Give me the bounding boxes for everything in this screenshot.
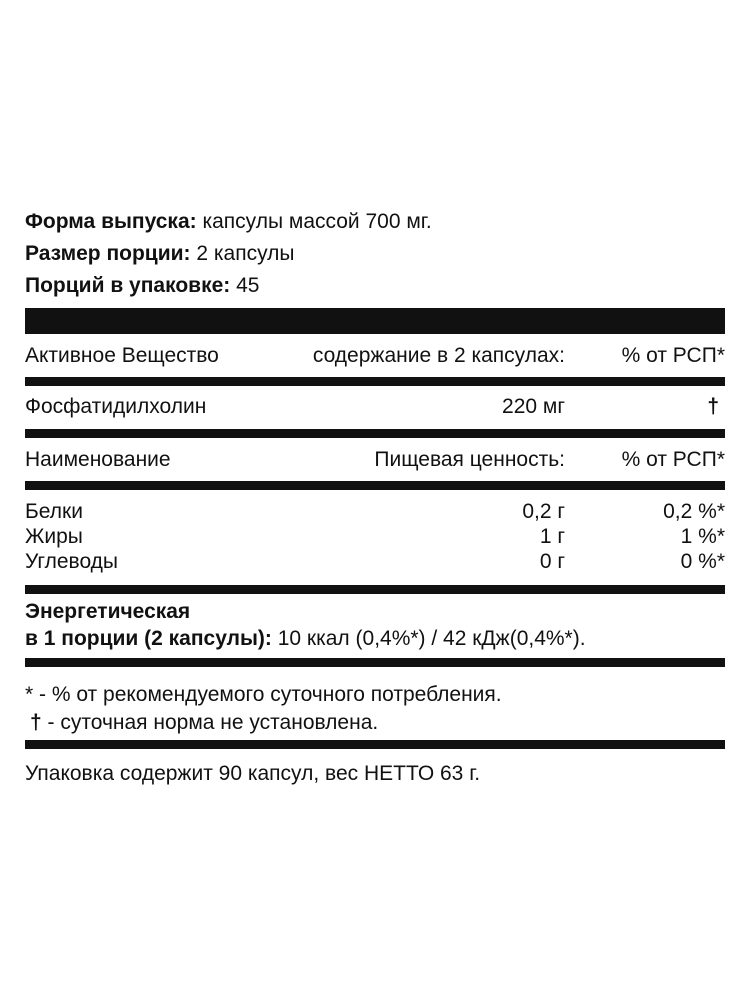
energy-line: [25, 626, 725, 652]
active-col-name: Активное Вещество: [25, 344, 219, 367]
nutrition-col-percent: % от РСП*: [621, 448, 725, 471]
table-row: [25, 549, 725, 575]
note-no-norm: [25, 710, 725, 736]
serving-size-line: [25, 241, 725, 267]
active-table-header: [25, 343, 725, 369]
nutrition-col-name: Наименование: [25, 448, 171, 471]
note-rdi: * - % от рекомендуемого суточного потребления.: [25, 683, 502, 706]
divider-bar: [25, 740, 725, 749]
table-row: [25, 524, 725, 550]
note-no-norm-text: - суточная норма не установлена.: [41, 711, 379, 734]
active-substance-percent: †: [707, 395, 719, 418]
nutrient-percent: 1 %*: [680, 525, 725, 548]
divider-bar: [25, 658, 725, 667]
nutrient-name: Углеводы: [25, 550, 119, 573]
serving-size-label: Размер порции:: [25, 242, 191, 265]
divider-bar: [25, 585, 725, 594]
active-col-percent: % от РСП*: [621, 344, 725, 367]
release-form-line: [25, 209, 725, 235]
active-substance-name: Фосфатидилхолин: [25, 395, 207, 418]
nutrient-amount: 1 г: [539, 525, 565, 548]
active-col-amount: содержание в 2 капсулах:: [312, 344, 565, 367]
package-contents: Упаковка содержит 90 капсул, вес НЕТТО 63 г.: [25, 762, 481, 785]
top-thick-bar: [25, 308, 725, 334]
nutrient-percent: 0 %*: [680, 550, 725, 573]
divider-bar: [25, 429, 725, 438]
serving-size-value: 2 капсулы: [190, 242, 295, 265]
nutrient-name: Белки: [25, 500, 83, 523]
nutrient-amount: 0 г: [539, 550, 565, 573]
energy-title: Энергетическая: [25, 600, 191, 623]
nutrient-name: Жиры: [25, 525, 83, 548]
active-substance-row: [25, 394, 725, 420]
servings-per-package-line: [25, 273, 725, 299]
nutrition-col-value: Пищевая ценность:: [374, 448, 565, 471]
servings-per-package-value: 45: [230, 274, 260, 297]
nutrient-percent: 0,2 %*: [663, 500, 725, 523]
divider-bar: [25, 481, 725, 490]
servings-per-package-label: Порций в упаковке:: [25, 274, 231, 297]
release-form-label: Форма выпуска:: [25, 210, 197, 233]
divider-bar: [25, 377, 725, 386]
release-form-value: капсулы массой 700 мг.: [196, 210, 432, 233]
active-substance-amount: 220 мг: [502, 395, 565, 418]
nutrient-amount: 0,2 г: [522, 500, 565, 523]
nutrition-table-header: [25, 447, 725, 473]
table-row: [25, 499, 725, 525]
energy-label: в 1 порции (2 капсулы):: [25, 627, 272, 650]
energy-value: 10 ккал (0,4%*) / 42 кДж(0,4%*).: [271, 627, 586, 650]
dagger-symbol: †: [30, 711, 42, 734]
